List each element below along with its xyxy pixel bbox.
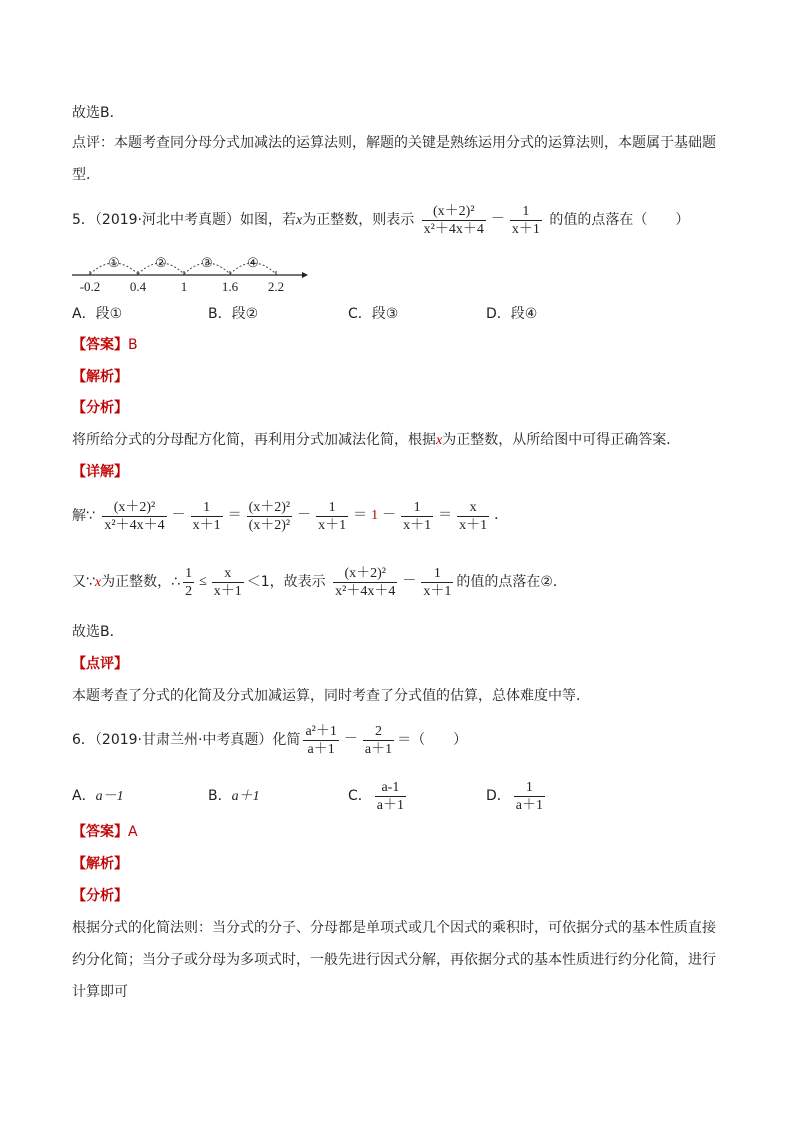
solve-one: 1 xyxy=(371,508,379,523)
q6-fenxi-line-3: 计算即可 xyxy=(72,984,128,1000)
also-var: x xyxy=(94,575,102,590)
tick-label-4: 1.6 xyxy=(221,279,239,294)
ineq-half xyxy=(183,565,194,600)
q6-fraction-1 xyxy=(303,723,338,758)
ineq-lt: ＜1，故表示 xyxy=(246,574,326,590)
also-fraction-1-den: x²＋4x＋4 xyxy=(335,583,396,599)
number-line-figure xyxy=(70,250,310,298)
q5-fraction-1 xyxy=(422,203,486,238)
tick-label-5: 2.2 xyxy=(267,279,285,294)
segment-label-1: ① xyxy=(108,255,120,270)
q5-fraction-2-den: x＋1 xyxy=(511,221,540,237)
q6-fraction-2-num: 2 xyxy=(363,723,394,741)
solve-fraction-5-num: 1 xyxy=(401,499,433,517)
q5-stem xyxy=(72,200,689,241)
q6-choice-c-fraction xyxy=(375,779,406,814)
also-fraction-2 xyxy=(421,565,453,600)
q6-fenxi-line-2: 约分化简；当分子或分母为多项式时，一般先进行因式分解，再依据分式的基本性质进行约分化简，进行 xyxy=(72,952,716,968)
solve-end: ． xyxy=(494,508,509,523)
choose-line-q4: 故选B． xyxy=(72,105,124,121)
solve-eq-3: ＝ xyxy=(438,508,453,523)
solve-fraction-4-num: 1 xyxy=(316,499,348,517)
q5-fraction-1-num: (x＋2)² xyxy=(422,203,486,221)
solve-minus-3: － xyxy=(382,508,397,523)
q6-analysis-label: 【解析】 xyxy=(72,856,128,872)
q6-choice-b-label: B． xyxy=(208,788,232,804)
q6-choice-b-value: a＋1 xyxy=(231,789,260,804)
q6-answer-value: A xyxy=(128,824,138,840)
tick-label-2: 0.4 xyxy=(129,279,147,294)
solve-fraction-6-den: x＋1 xyxy=(459,517,488,533)
q6-choice-c-num: a-1 xyxy=(375,779,406,797)
solve-fraction-6-num: x xyxy=(457,499,489,517)
q5-choice-c: C．段③ xyxy=(348,306,399,322)
q6-choice-a xyxy=(72,786,124,807)
q5-stem-var: x xyxy=(296,213,303,228)
also-fraction-1 xyxy=(333,565,397,600)
q5-review-text: 本题考查了分式的化简及分式加减运算，同时考查了分式值的估算，总体难度中等． xyxy=(72,688,590,704)
also-prefix: 又∵ xyxy=(72,574,95,590)
q6-fraction-1-den: a＋1 xyxy=(307,741,335,757)
q6-choice-b xyxy=(208,786,260,807)
q6-choice-a-value: a－1 xyxy=(95,789,124,804)
answer-label: 【答案】 xyxy=(72,337,128,353)
q6-fraction-2 xyxy=(363,723,394,758)
q5-choice-a: A．段① xyxy=(72,306,123,322)
solve-fraction-6 xyxy=(457,499,489,534)
q5-fraction-2-num: 1 xyxy=(510,203,542,221)
q6-choice-d-fraction xyxy=(514,779,545,814)
q6-fraction-1-num: a²＋1 xyxy=(305,723,337,739)
q6-fenxi-line-1: 根据分式的化简法则：当分式的分子、分母都是单项式或几个因式的乘积时，可依据分式的基本性质直接 xyxy=(72,920,716,936)
solve-fraction-1-den: x²＋4x＋4 xyxy=(104,517,165,533)
q6-stem-suffix: ＝（ ） xyxy=(397,732,468,748)
ineq-frac xyxy=(212,565,244,600)
solve-minus-1: － xyxy=(171,508,186,523)
q5-detail-label: 【详解】 xyxy=(72,464,128,480)
q6-choice-d-num: 1 xyxy=(514,779,545,797)
q5-minus: － xyxy=(490,212,505,227)
solve-eq-2: ＝ xyxy=(353,508,368,523)
solve-fraction-1-num: (x＋2)² xyxy=(102,499,166,517)
solve-prefix: 解∵ xyxy=(72,508,95,524)
q6-minus: － xyxy=(343,732,358,747)
solve-fraction-3 xyxy=(247,499,293,534)
q5-answer xyxy=(72,335,138,355)
q5-fenxi-var: x xyxy=(436,433,443,448)
q5-fraction-2 xyxy=(510,203,542,238)
also-fraction-2-den: x＋1 xyxy=(423,583,452,599)
solve-fraction-3-num: (x＋2)² xyxy=(248,499,291,515)
solve-fraction-2 xyxy=(191,499,223,534)
ineq-frac-den: x＋1 xyxy=(213,583,242,599)
solve-fraction-4 xyxy=(316,499,348,534)
solve-fraction-1 xyxy=(102,499,166,534)
segment-label-2: ② xyxy=(155,255,167,270)
solve-minus-2: － xyxy=(297,508,312,523)
q6-choice-d-den: a＋1 xyxy=(515,797,543,813)
also-fraction-1-num: (x＋2)² xyxy=(333,565,397,583)
solve-eq-1: ＝ xyxy=(227,508,242,523)
comment-line-2: 型． xyxy=(72,167,100,183)
q5-also-line xyxy=(72,562,567,603)
q6-choice-c-label: C． xyxy=(348,788,372,804)
q6-choice-d-label: D． xyxy=(486,788,511,804)
also-minus: － xyxy=(402,574,417,589)
tick-label-1: -0.2 xyxy=(79,279,101,294)
also-suffix: 的值的点落在②． xyxy=(456,574,567,590)
q5-choose-line: 故选B． xyxy=(72,624,124,640)
solve-fraction-4-den: x＋1 xyxy=(318,517,347,533)
segment-label-3: ③ xyxy=(201,255,213,270)
comment-line-1: 点评：本题考查同分母分式加减法的运算法则，解题的关键是熟练运用分式的运算法则，本题属于基础题 xyxy=(72,135,716,151)
q5-fenxi-text-a: 将所给分式的分母配方化简，再利用分式加减法化简，根据 xyxy=(72,432,436,448)
solve-fraction-2-num: 1 xyxy=(191,499,223,517)
q6-choice-d xyxy=(486,776,548,816)
q6-stem-prefix: 6．（2019·甘肃兰州·中考真题）化简 xyxy=(72,732,301,748)
q5-fraction-1-den: x²＋4x＋4 xyxy=(423,221,484,237)
also-mid: 为正整数，∴ xyxy=(101,574,181,590)
tick-label-3: 1 xyxy=(180,279,188,294)
also-fraction-2-num: 1 xyxy=(421,565,453,583)
q6-choice-a-label: A． xyxy=(72,788,96,804)
q6-fenxi-label: 【分析】 xyxy=(72,888,128,904)
q5-choice-b: B．段② xyxy=(208,306,259,322)
segment-label-4: ④ xyxy=(247,255,259,270)
number-line-arrow xyxy=(302,272,308,278)
solve-fraction-3-den: (x＋2)² xyxy=(248,517,291,533)
q6-answer-label: 【答案】 xyxy=(72,824,128,840)
q6-choice-c xyxy=(348,776,409,816)
ineq-frac-num: x xyxy=(212,565,244,583)
ineq-half-den: 2 xyxy=(185,583,193,599)
q5-stem-suffix: 的值的点落在（ ） xyxy=(549,212,690,228)
q6-choice-c-den: a＋1 xyxy=(376,797,404,813)
ineq-half-num: 1 xyxy=(185,565,193,581)
solve-fraction-5-den: x＋1 xyxy=(403,517,432,533)
q6-answer xyxy=(72,822,138,842)
q5-stem-mid: 为正整数，则表示 xyxy=(302,212,415,228)
q6-stem xyxy=(72,720,467,760)
number-line-tick-marks xyxy=(90,271,276,275)
q5-review-label: 【点评】 xyxy=(72,656,128,672)
q5-analysis-label: 【解析】 xyxy=(72,369,128,385)
q5-solution xyxy=(72,496,510,536)
q5-stem-prefix: 5．（2019·河北中考真题）如图，若 xyxy=(72,212,296,228)
answer-value: B xyxy=(128,337,138,353)
q5-fenxi-text-b: 为正整数，从所给图中可得正确答案． xyxy=(442,432,681,448)
solve-fraction-5 xyxy=(401,499,433,534)
q5-fenxi-text xyxy=(72,430,680,451)
q5-fenxi-label: 【分析】 xyxy=(72,400,128,416)
q6-fraction-2-den: a＋1 xyxy=(364,741,393,757)
q5-choice-d: D．段④ xyxy=(486,306,538,322)
ineq-le: ≤ xyxy=(199,574,207,589)
solve-fraction-2-den: x＋1 xyxy=(192,517,221,533)
